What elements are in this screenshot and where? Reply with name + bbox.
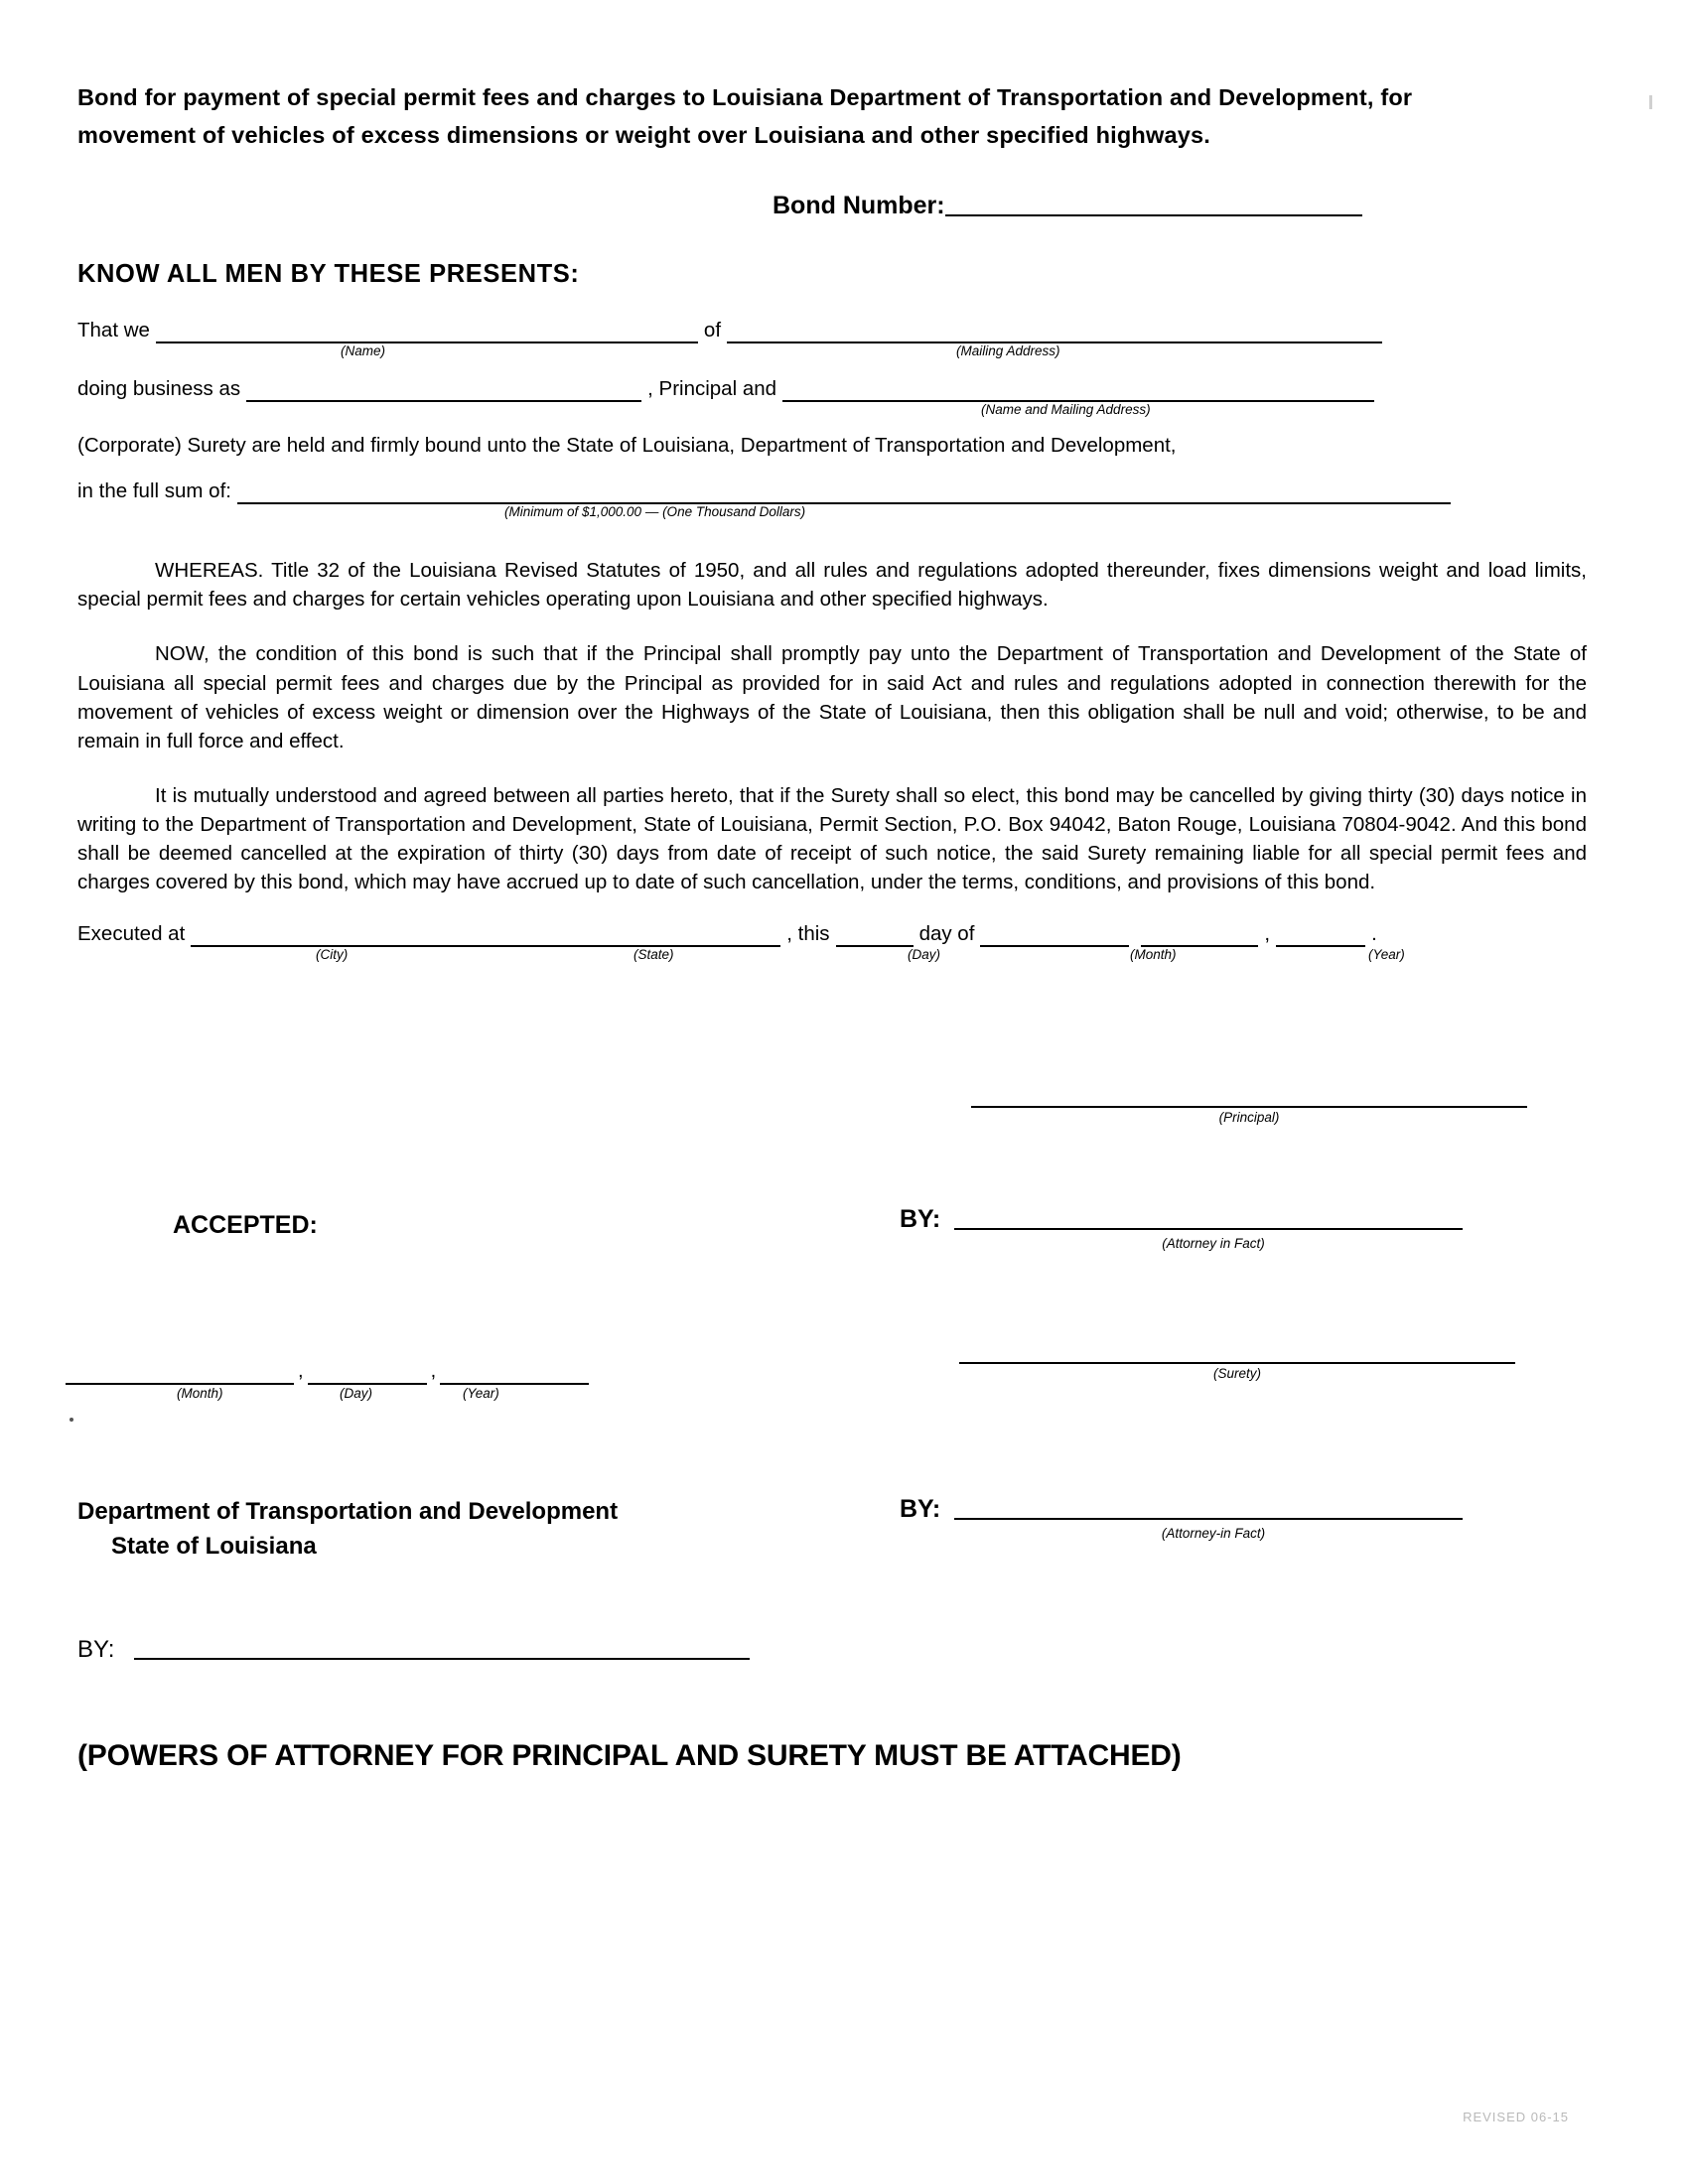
dba-label: doing business as — [77, 377, 241, 401]
accepted-by-block — [77, 1205, 1587, 1285]
comma-separator: , — [1264, 922, 1271, 946]
caption-accepted-month: (Month) — [177, 1386, 223, 1402]
attorney-in-fact-field-2[interactable] — [954, 1518, 1463, 1520]
powers-of-attorney-notice: (POWERS OF ATTORNEY FOR PRINCIPAL AND SURETY MUST BE ATTACHED) — [77, 1739, 1182, 1773]
of-label: of — [703, 319, 722, 342]
page-edge-mark — [1649, 95, 1652, 109]
period-separator: . — [1371, 922, 1377, 946]
stray-dot-mark — [70, 1418, 73, 1422]
caption-surety: (Surety) — [1212, 1366, 1261, 1382]
surety-name-address-field[interactable] — [782, 378, 1374, 402]
caption-name-and-mailing-address: (Name and Mailing Address) — [981, 402, 1151, 418]
revision-stamp: REVISED 06-15 — [1463, 2110, 1569, 2124]
dba-row — [77, 377, 1587, 402]
attorney-in-fact-field[interactable] — [954, 1228, 1463, 1230]
bond-number-label: Bond Number: — [773, 192, 945, 220]
dba-captions — [77, 402, 1587, 420]
full-sum-label: in the full sum of: — [77, 479, 231, 503]
by-label-attorney-2: BY: — [900, 1495, 941, 1524]
executed-row — [77, 922, 1587, 947]
day-of-label: day of — [918, 922, 975, 946]
caption-accepted-day: (Day) — [340, 1386, 372, 1402]
caption-mailing-address: (Mailing Address) — [956, 343, 1060, 359]
accepted-comma-2: , — [430, 1360, 437, 1383]
executed-captions — [77, 947, 1587, 967]
that-we-row — [77, 319, 1587, 343]
caption-city: (City) — [316, 947, 349, 963]
accepted-comma-1: , — [298, 1360, 304, 1383]
by-label-attorney: BY: — [900, 1205, 941, 1234]
department-by-row — [77, 1636, 1587, 1664]
that-we-label: That we — [77, 319, 150, 342]
department-line-1: Department of Transportation and Development — [77, 1498, 619, 1526]
caption-year: (Year) — [1368, 947, 1405, 963]
document-content — [77, 79, 1587, 1773]
full-sum-row — [77, 479, 1587, 504]
mailing-address-field[interactable] — [727, 320, 1382, 343]
department-signature-field[interactable] — [134, 1658, 750, 1660]
know-all-men-heading: KNOW ALL MEN BY THESE PRESENTS: — [77, 260, 580, 289]
caption-accepted-year: (Year) — [463, 1386, 499, 1402]
executed-day-field[interactable] — [836, 923, 914, 947]
executed-city-state-field[interactable] — [191, 923, 780, 947]
bond-number-row — [77, 192, 1587, 220]
caption-minimum: (Minimum of $1,000.00 — (One Thousand Dollars) — [504, 504, 806, 520]
accepted-day-field[interactable] — [308, 1383, 427, 1385]
full-sum-caption-row — [77, 504, 1587, 522]
department-name — [77, 1495, 618, 1565]
dba-field[interactable] — [246, 378, 641, 402]
caption-attorney-in-fact-2: (Attorney-in Fact) — [1161, 1526, 1266, 1542]
by-label-department: BY: — [77, 1636, 115, 1664]
principal-signature-field[interactable] — [971, 1106, 1527, 1108]
executed-month-field[interactable] — [980, 923, 1129, 947]
executed-at-label: Executed at — [77, 922, 186, 946]
that-we-captions — [77, 343, 1587, 361]
caption-attorney-in-fact: (Attorney in Fact) — [1162, 1236, 1265, 1252]
accepted-label: ACCEPTED: — [173, 1211, 318, 1240]
accepted-date-surety-block — [77, 1360, 1587, 1439]
full-sum-field[interactable] — [237, 480, 1451, 504]
corporate-surety-text: (Corporate) Surety are held and firmly bound unto the State of Louisiana, Department of Transportation and Development, — [77, 434, 1177, 458]
bond-number-field[interactable] — [945, 214, 1362, 216]
executed-month-field-2[interactable] — [1141, 923, 1258, 947]
accepted-year-field[interactable] — [440, 1383, 589, 1385]
name-field[interactable] — [156, 320, 698, 343]
caption-name: (Name) — [341, 343, 386, 359]
department-block — [77, 1495, 1587, 1590]
accepted-month-field[interactable] — [66, 1383, 294, 1385]
document-title: Bond for payment of special permit fees and charges to Louisiana Department of Transportation and Development, for movement of vehicles of excess dimensions or weight over Louisiana and other specified highways. — [77, 84, 1413, 148]
paragraph-whereas: WHEREAS. Title 32 of the Louisiana Revised Statutes of 1950, and all rules and regulations adopted thereunder, fixes dimensions weight and load limits, special permit fees and charges for certain vehicles operating upon Louisiana and other specified highways. — [77, 559, 1587, 612]
principal-and-label: , Principal and — [647, 377, 777, 401]
surety-signature-field[interactable] — [959, 1362, 1515, 1364]
caption-state: (State) — [633, 947, 674, 963]
caption-day: (Day) — [908, 947, 940, 963]
paragraph-cancellation: It is mutually understood and agreed between all parties hereto, that if the Surety shall so elect, this bond may be cancelled by giving thirty (30) days notice in writing to the Department of Transportation and Development, State of Louisiana, Permit Section, P.O. Box 94042, Baton Rouge, Louisiana 70804-9042. And this bond shall be deemed cancelled at the expiration of thirty (30) days from date of receipt of such notice, the said Surety remaining liable for all special permit fees and charges covered by this bond, which may have accrued up to date of such cancellation, under the terms, conditions, and provisions of this bond. — [77, 783, 1587, 894]
executed-year-field[interactable] — [1276, 923, 1365, 947]
paragraph-now: NOW, the condition of this bond is such that if the Principal shall promptly pay unto the Department of Transportation and Development of the State of Louisiana all special permit fees and charges due by the Principal as provided for in said Act and rules and regulations adopted in connection therewith for the movement of vehicles of excess weight or dimension over the Highways of the State of Louisiana, then this obligation shall be null and void; otherwise, to be and remain in full force and effect. — [77, 642, 1587, 752]
caption-month: (Month) — [1130, 947, 1177, 963]
principal-signature-block — [77, 1106, 1587, 1169]
department-line-2: State of Louisiana — [111, 1533, 317, 1561]
caption-principal: (Principal) — [1218, 1110, 1280, 1126]
this-label: , this — [786, 922, 830, 946]
